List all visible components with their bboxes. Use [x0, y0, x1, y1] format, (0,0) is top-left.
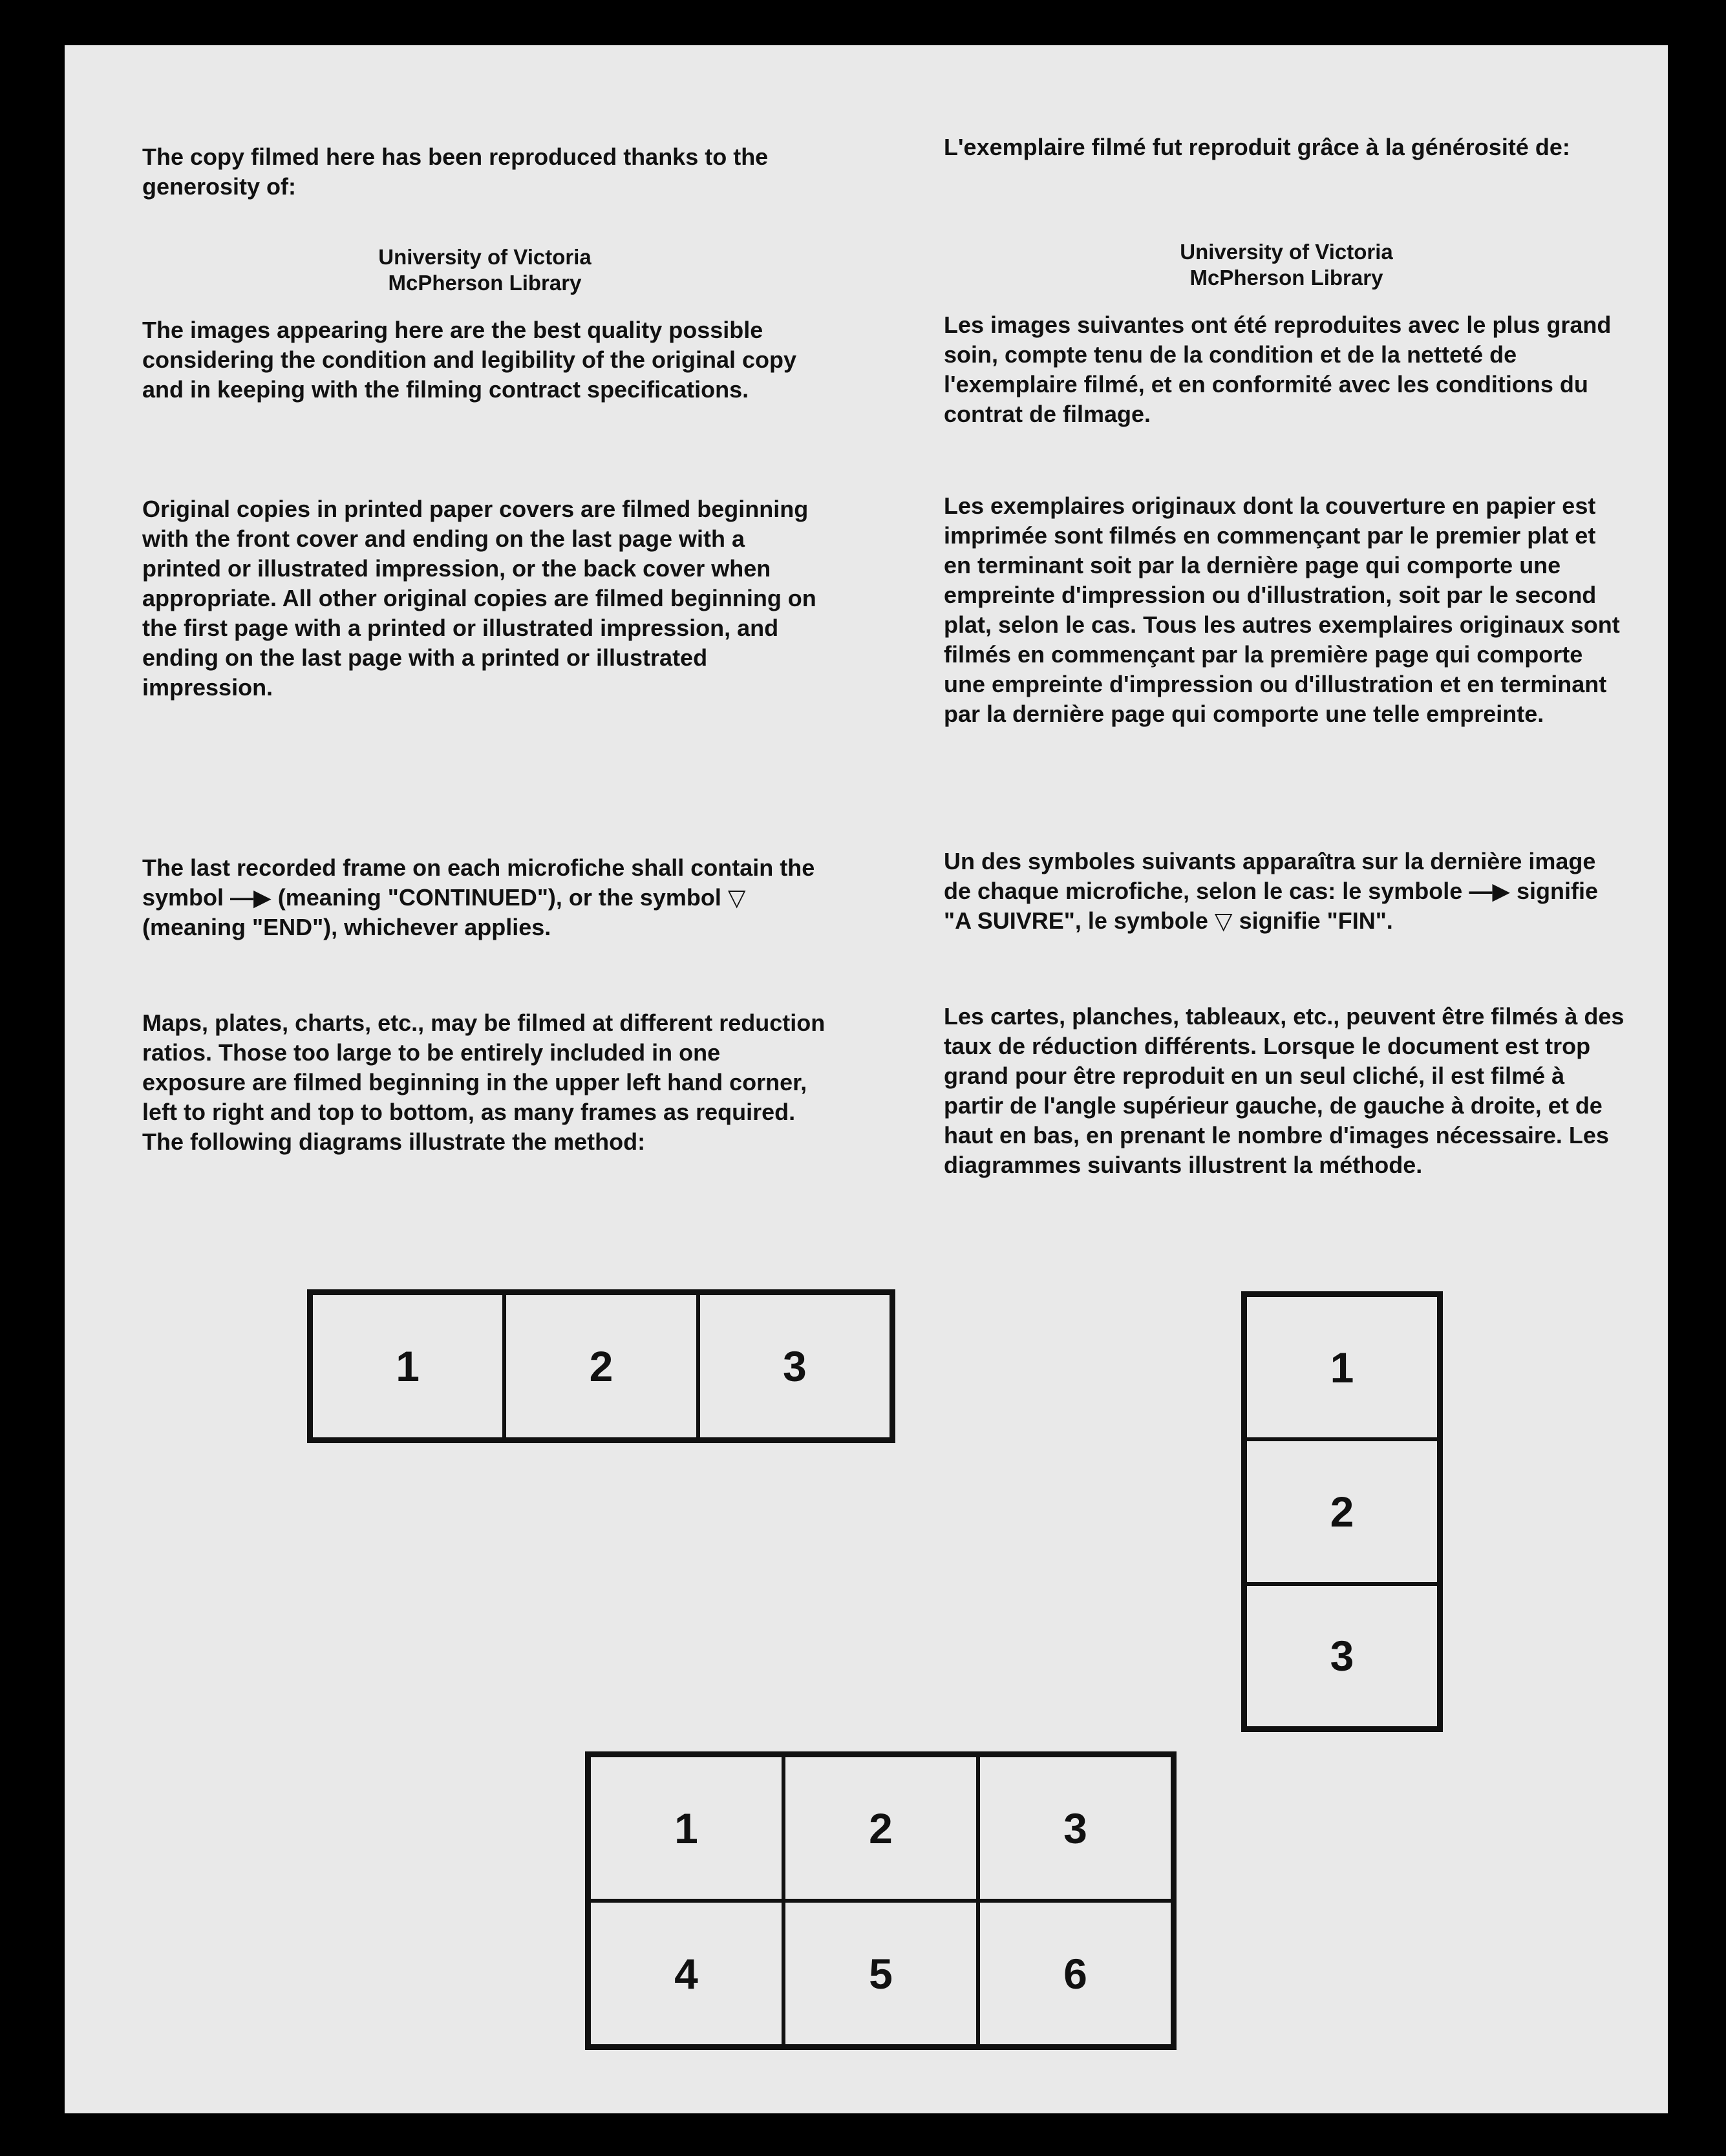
library-line-2: McPherson Library: [388, 271, 582, 295]
frame-6: 6: [978, 1901, 1173, 2046]
symbols-text-3: (meaning "END"), whichever applies.: [142, 914, 551, 940]
symbols-paragraph-fr: [944, 847, 1629, 936]
diagram-column-of-three: [1241, 1291, 1443, 1732]
diagram-row-of-three: [307, 1289, 895, 1443]
intro-paragraph-fr: L'exemplaire filmé fut reproduit grâce à la générosité de:: [944, 134, 1570, 160]
filming-order-paragraph-fr: Les exemplaires originaux dont la couverture en papier est imprimée sont filmés en commençant par le premier plat et en terminant soit par la dernière page qui comporte une empreinte d'impression ou d'illustration, soit par le second plat, selon le cas. Tous les autres exemplaires originaux sont filmés en commençant par la première page qui comporte une empreinte d'impression ou d'illustration et en terminant par la dernière page qui comporte une telle empreinte.: [944, 492, 1620, 727]
frame-1: 1: [1245, 1295, 1439, 1439]
frame-2: 2: [1245, 1439, 1439, 1583]
maps-paragraph-fr: Les cartes, planches, tableaux, etc., peuvent être filmés à des taux de réduction différents. Lorsque le document est trop grand pour être reproduit en un seul cliché, il est filmé à partir de l'angle supérieur gauche, de gauche à droite, et de haut en bas, en prenant le nombre d'images nécessaire. Les diagrammes suivants illustrent la méthode.: [944, 1003, 1625, 1178]
symbols-text-1-fr: Un des symboles suivants apparaîtra sur la dernière image de chaque microfiche, selon le cas: le symbole: [944, 848, 1596, 904]
library-name: [142, 244, 827, 296]
arrow-icon: —▶: [1469, 878, 1510, 904]
arrow-icon: —▶: [230, 884, 272, 911]
triangle-icon: ▽: [727, 884, 746, 911]
quality-paragraph: The images appearing here are the best quality possible considering the condition and legibility of the original copy and in keeping with the filming contract specifications.: [142, 317, 797, 403]
frame-1: 1: [311, 1293, 504, 1439]
frame-3: 3: [698, 1293, 891, 1439]
frame-2: 2: [783, 1755, 978, 1901]
library-line-1-fr: University of Victoria: [1180, 240, 1393, 264]
triangle-icon: ▽: [1214, 907, 1233, 934]
frame-3: 3: [1245, 1584, 1439, 1728]
frame-5: 5: [783, 1901, 978, 2046]
frame-4: 4: [589, 1901, 783, 2046]
quality-paragraph-fr: Les images suivantes ont été reproduites avec le plus grand soin, compte tenu de la condition et de la netteté de l'exemplaire filmé, et en conformité avec les conditions du contrat de filmage.: [944, 312, 1612, 427]
symbols-text-2: (meaning "CONTINUED"), or the symbol: [271, 884, 728, 911]
library-name-fr: [944, 239, 1629, 291]
symbols-text-2-fr: signifie "A SUIVRE", le symbole: [944, 878, 1599, 934]
library-line-2-fr: McPherson Library: [1189, 266, 1383, 290]
document-page: [65, 45, 1668, 2113]
maps-paragraph: Maps, plates, charts, etc., may be filmed at different reduction ratios. Those too large to be entirely included in one exposure are filmed beginning in the upper left hand corner, left to right and top to bottom, as many frames as required. The following diagrams illustrate the method:: [142, 1009, 826, 1155]
frame-2: 2: [504, 1293, 698, 1439]
frame-1: 1: [589, 1755, 783, 1901]
symbols-text-1: The last recorded frame on each microfiche shall contain the symbol: [142, 854, 815, 911]
filming-order-paragraph: Original copies in printed paper covers are filmed beginning with the front cover and ending on the last page with a printed or illustrated impression, or the back cover when appropriate. All other original copies are filmed beginning on the first page with a printed or illustrated impression, and ending on the last page with a printed or illustrated impression.: [142, 496, 816, 701]
library-line-1: University of Victoria: [378, 245, 591, 269]
symbols-paragraph: [142, 853, 827, 942]
diagram-grid-of-six: [585, 1751, 1177, 2050]
symbols-text-3-fr: signifie "FIN".: [1232, 907, 1393, 934]
intro-paragraph: The copy filmed here has been reproduced thanks to the generosity of:: [142, 143, 769, 200]
frame-3: 3: [978, 1755, 1173, 1901]
